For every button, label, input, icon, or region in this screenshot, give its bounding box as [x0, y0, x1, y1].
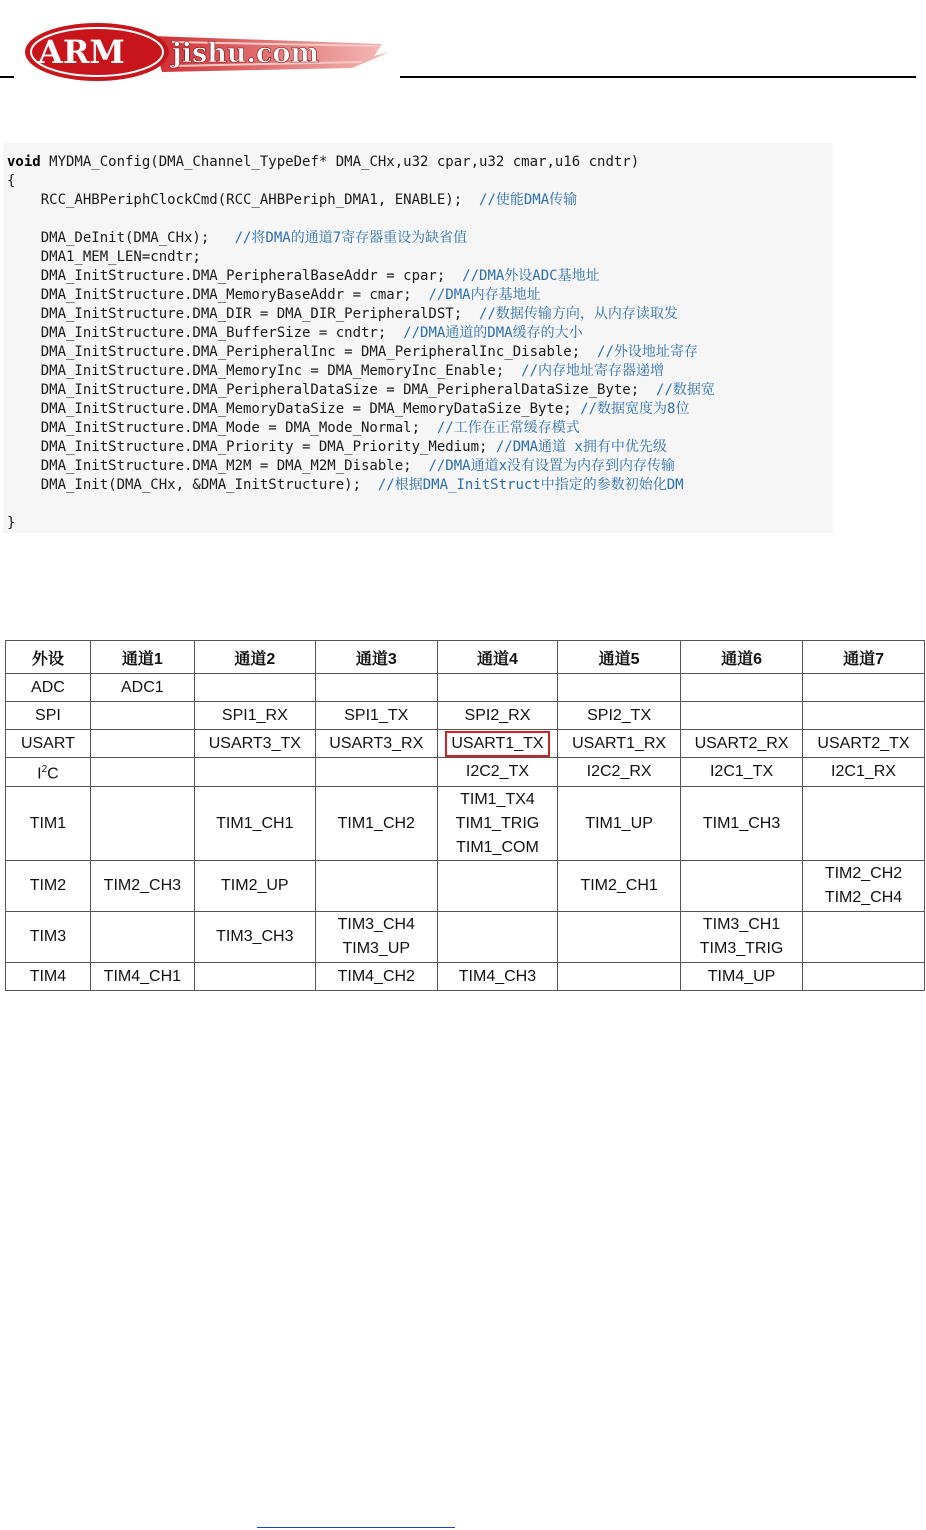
table-cell: TIM3_CH3: [194, 912, 315, 963]
table-cell: TIM1_TX4 TIM1_TRIG TIM1_COM: [437, 787, 557, 861]
table-cell: [681, 702, 803, 730]
header-rule-right: [400, 76, 916, 78]
code-text: DMA_InitStructure.DMA_DIR = DMA_DIR_PeripheralDST;: [7, 306, 480, 322]
code-line: [7, 286, 541, 305]
code-line: [7, 400, 689, 419]
table-cell: [90, 702, 194, 730]
code-line: [7, 172, 15, 191]
table-cell: TIM1: [6, 787, 91, 861]
table-cell: SPI2_TX: [558, 702, 681, 730]
table-cell: [315, 758, 437, 787]
code-line: [7, 381, 715, 400]
table-cell: ADC1: [90, 674, 194, 702]
table-header-cell: 通道6: [681, 641, 803, 674]
code-comment: //数据传输方向，从内存读取发: [479, 306, 678, 322]
table-header-row: [6, 641, 925, 674]
code-text: MYDMA_Config(DMA_Channel_TypeDef* DMA_CHx,u32 cpar,u32 cmar,u16 cndtr): [40, 154, 640, 170]
table-cell: [90, 730, 194, 758]
table-cell: I2C2_TX: [437, 758, 557, 787]
table-cell: [194, 758, 315, 787]
code-comment: //数据宽度为8位: [580, 401, 690, 417]
table-cell: TIM2: [6, 861, 91, 912]
code-text: DMA_InitStructure.DMA_Priority = DMA_Priority_Medium;: [7, 439, 496, 455]
table-cell: TIM4: [6, 963, 91, 991]
code-comment: //内存地址寄存器递增: [521, 363, 665, 379]
table-cell: TIM4_CH3: [437, 963, 557, 991]
code-line: [7, 324, 583, 343]
table-cell: [90, 912, 194, 963]
table-cell: [437, 861, 557, 912]
table-cell: [90, 787, 194, 861]
table-header-cell: 通道1: [90, 641, 194, 674]
table-cell: TIM4_CH2: [315, 963, 437, 991]
code-line: [7, 419, 580, 438]
code-comment: //将DMA的通道7寄存器重设为缺省值: [234, 230, 468, 246]
table-header-cell: 外设: [6, 641, 91, 674]
table-cell: [194, 963, 315, 991]
code-text: DMA_InitStructure.DMA_PeripheralDataSize = DMA_PeripheralDataSize_Byte;: [7, 382, 657, 398]
code-block: [3, 143, 833, 533]
table-cell: SPI2_RX: [437, 702, 557, 730]
table-cell: [194, 674, 315, 702]
table-cell: [90, 758, 194, 787]
table-cell: TIM3_CH1 TIM3_TRIG: [681, 912, 803, 963]
table-cell: [803, 674, 925, 702]
table-cell: [803, 787, 925, 861]
code-text: DMA_InitStructure.DMA_PeripheralBaseAddr = cpar;: [7, 268, 463, 284]
table-cell: [437, 674, 557, 702]
table-cell: TIM2_CH2 TIM2_CH4: [803, 861, 925, 912]
table-header-cell: 通道3: [315, 641, 437, 674]
table-cell: USART3_RX: [315, 730, 437, 758]
table-cell: TIM2_UP: [194, 861, 315, 912]
table-cell: TIM3_CH4 TIM3_UP: [315, 912, 437, 963]
table-cell: SPI1_TX: [315, 702, 437, 730]
footer-link-underline: [257, 1527, 455, 1528]
table-cell: USART: [6, 730, 91, 758]
table-cell: TIM1_CH2: [315, 787, 437, 861]
page-header: [0, 0, 926, 90]
table-cell: [803, 702, 925, 730]
code-line: [7, 438, 667, 457]
table-header-cell: 通道7: [803, 641, 925, 674]
table-cell: [558, 912, 681, 963]
table-cell: TIM4_UP: [681, 963, 803, 991]
code-comment: //工作在正常缓存模式: [436, 420, 580, 436]
table-header-cell: 通道2: [194, 641, 315, 674]
code-line: [7, 305, 678, 324]
table-cell: USART3_TX: [194, 730, 315, 758]
code-text: DMA_InitStructure.DMA_Mode = DMA_Mode_Normal;: [7, 420, 437, 436]
table-cell: ADC: [6, 674, 91, 702]
code-text: DMA_Init(DMA_CHx, &DMA_InitStructure);: [7, 477, 378, 493]
table-cell: TIM4_CH1: [90, 963, 194, 991]
code-comment: //外设地址寄存: [597, 344, 698, 360]
code-comment: //数据宽: [656, 382, 715, 398]
table-cell: SPI: [6, 702, 91, 730]
table-cell: I2C1_RX: [803, 758, 925, 787]
armjishu-logo: [22, 22, 392, 82]
highlighted-cell-text: USART1_TX: [445, 731, 549, 757]
code-line: [7, 476, 684, 495]
code-text: DMA_InitStructure.DMA_BufferSize = cndtr;: [7, 325, 404, 341]
code-text: DMA1_MEM_LEN=cndtr;: [7, 249, 201, 265]
table-row: [6, 861, 925, 912]
code-comment: //DMA通道x没有设置为内存到内存传输: [428, 458, 676, 474]
table-cell: USART2_TX: [803, 730, 925, 758]
table-cell: [315, 861, 437, 912]
table-cell: I2C1_TX: [681, 758, 803, 787]
code-text: {: [7, 173, 16, 189]
table-cell: I2C2_RX: [558, 758, 681, 787]
code-text: RCC_AHBPeriphClockCmd(RCC_AHBPeriph_DMA1, ENABLE);: [7, 192, 480, 208]
table-cell: TIM2_CH1: [558, 861, 681, 912]
table-cell: SPI1_RX: [194, 702, 315, 730]
code-line: [7, 514, 15, 533]
table-cell: TIM1_CH1: [194, 787, 315, 861]
table-row: [6, 730, 925, 758]
table-cell: [437, 730, 557, 758]
header-rule-left: [0, 76, 14, 78]
code-line: [7, 153, 639, 172]
table-cell: [681, 861, 803, 912]
table-cell: USART1_RX: [558, 730, 681, 758]
table-cell: USART2_RX: [681, 730, 803, 758]
logo-site-text: jishu.com: [172, 38, 319, 69]
table-cell: TIM1_UP: [558, 787, 681, 861]
code-comment: //DMA通道的DMA缓存的大小: [403, 325, 583, 341]
code-line: [7, 362, 664, 381]
table-row: [6, 674, 925, 702]
table-row: [6, 702, 925, 730]
code-keyword: void: [7, 154, 41, 170]
table-cell: $I^2C$: [6, 758, 91, 787]
table-row: [6, 963, 925, 991]
code-text: DMA_InitStructure.DMA_MemoryBaseAddr = cmar;: [7, 287, 429, 303]
code-line: [7, 457, 675, 476]
code-text: DMA_InitStructure.DMA_PeripheralInc = DMA_PeripheralInc_Disable;: [7, 344, 598, 360]
table-cell: [681, 674, 803, 702]
table-cell: [437, 912, 557, 963]
code-line: [7, 191, 577, 210]
table-header-cell: 通道5: [558, 641, 681, 674]
code-comment: //DMA通道 x拥有中优先级: [495, 439, 667, 455]
code-line: [7, 267, 600, 286]
code-comment: //DMA外设ADC基地址: [462, 268, 600, 284]
code-line: [7, 248, 201, 267]
table-cell: TIM1_CH3: [681, 787, 803, 861]
code-text: }: [7, 515, 16, 531]
table-cell: [315, 674, 437, 702]
code-text: DMA_DeInit(DMA_CHx);: [7, 230, 235, 246]
code-text: DMA_InitStructure.DMA_MemoryInc = DMA_MemoryInc_Enable;: [7, 363, 522, 379]
table-cell: [803, 963, 925, 991]
table-cell: TIM3: [6, 912, 91, 963]
code-line: [7, 343, 698, 362]
table-cell: [803, 912, 925, 963]
code-text: DMA_InitStructure.DMA_MemoryDataSize = DMA_MemoryDataSize_Byte;: [7, 401, 581, 417]
code-comment: //DMA内存基地址: [428, 287, 541, 303]
table-cell: [558, 963, 681, 991]
logo-arm-text: ARM: [38, 33, 125, 71]
footer-link[interactable]: [257, 1514, 455, 1528]
table-row: [6, 787, 925, 861]
table-cell: TIM2_CH3: [90, 861, 194, 912]
table-row: [6, 758, 925, 787]
code-line: [7, 229, 467, 248]
code-comment: //使能DMA传输: [479, 192, 578, 208]
table-header-cell: 通道4: [437, 641, 557, 674]
code-text: DMA_InitStructure.DMA_M2M = DMA_M2M_Disable;: [7, 458, 429, 474]
table-cell: [558, 674, 681, 702]
dma-channel-table: [5, 640, 925, 991]
table-row: [6, 912, 925, 963]
code-comment: //根据DMA_InitStruct中指定的参数初始化DM: [377, 477, 684, 493]
